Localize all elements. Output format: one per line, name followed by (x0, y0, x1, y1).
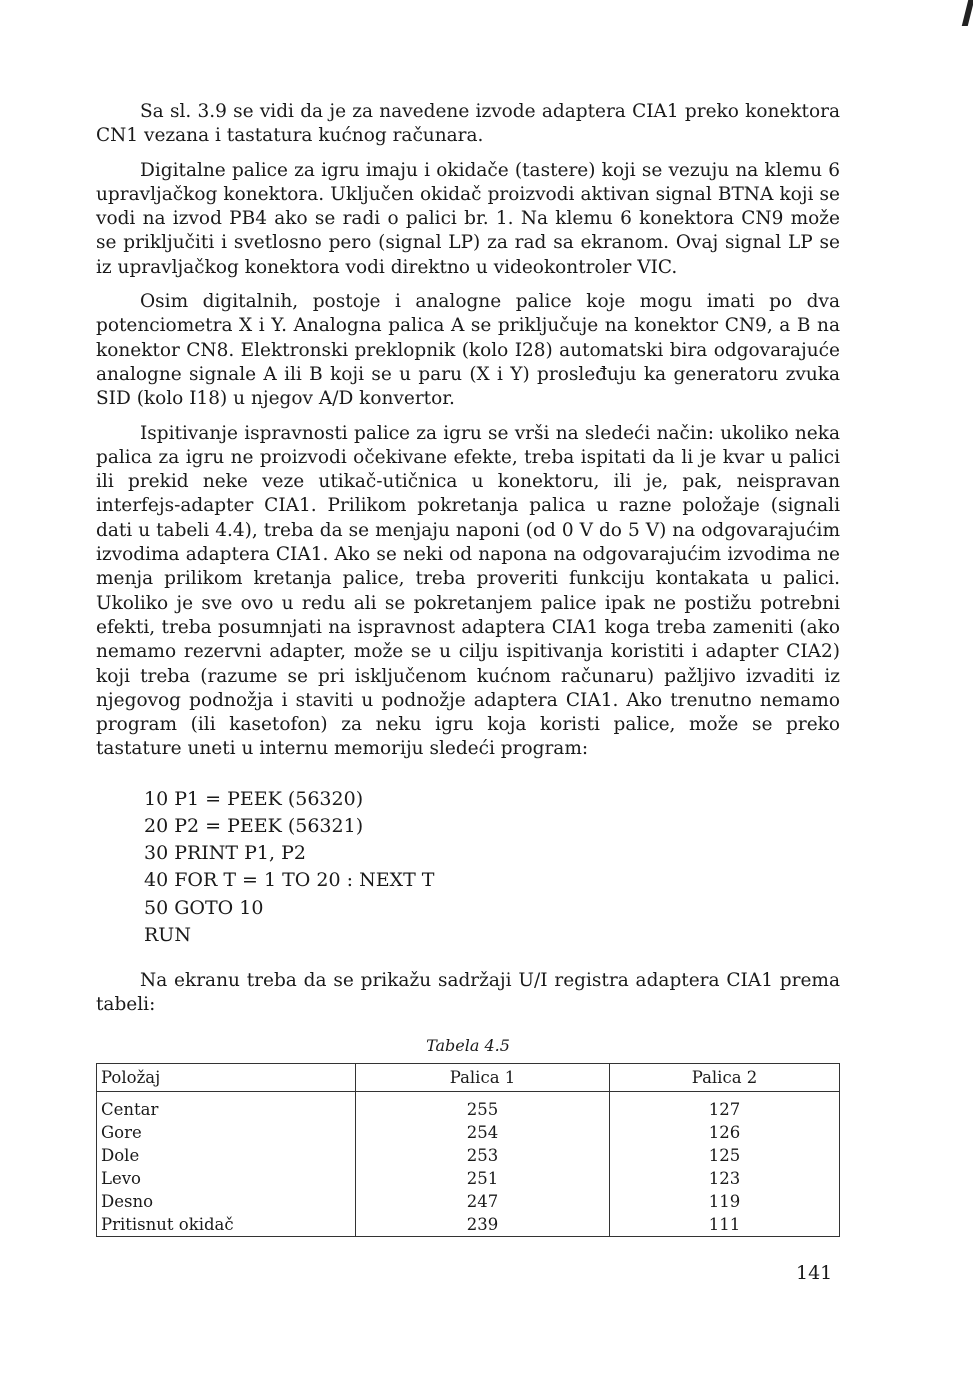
page-number: 141 (796, 1262, 833, 1284)
cell-palica-2: 126 (610, 1121, 840, 1144)
header-palica-1: Palica 1 (356, 1063, 610, 1091)
cell-polozaj: Levo (97, 1167, 356, 1190)
cell-palica-1: 255 (356, 1091, 610, 1121)
cell-polozaj: Centar (97, 1091, 356, 1121)
code-line: 40 FOR T = 1 TO 20 : NEXT T (144, 869, 435, 892)
code-line: 50 GOTO 10 (144, 896, 264, 919)
table-caption: Tabela 4.5 (426, 1035, 510, 1055)
table-row (97, 1213, 840, 1237)
paragraph-after-code: Na ekranu treba da se prikažu sadržaji U/I registra adaptera CIA1 prema tabeli: (96, 969, 840, 1016)
code-line: 10 P1 = PEEK (56320) (144, 787, 364, 810)
table-row (97, 1121, 840, 1144)
header-palica-2: Palica 2 (610, 1063, 840, 1091)
paragraph-4: Ispitivanje ispravnosti palice za igru se vrši na sledeći način: ukoliko neka palica za igru ne proizvodi očekivane efekte, treba ispitati da li je kvar u palici ili prekid neke veze utikač-utičnica u konektoru, ili je, pak, neispravan interfejs-adapter CIA1. Prilikom pokretanja palica u razne položaje (signali dati u tabeli 4.4), treba da se menjaju naponi (od 0 V do 5 V) na odgovarajućim izvodima adaptera CIA1. Ako se neki od napona na odgovarajućim izvodima ne menja prilikom kretanja palice, treba proveriti funkciju kontakata u palici. Ukoliko je sve ovo u redu ali se pokretanjem palice ipak ne postižu potrebni efekti, treba posumnjati na ispravnost adaptera CIA1 koga treba zameniti (ako nemamo rezervni adapter, može se u cilju ispitivanja koristiti i adapter CIA2) koji treba (razume se pri isključenom kućnom računaru) pažljivo izvaditi iz njegovog podnožja i staviti u podnožje adaptera CIA1. Ako trenutno nemamo program (ili kasetofon) za neku igru koja koristi palice, može se preko tastature uneti u internu memoriju sledeći program: (96, 422, 840, 760)
table-row (97, 1091, 840, 1121)
cell-palica-2: 127 (610, 1091, 840, 1121)
header-polozaj: Položaj (97, 1063, 356, 1091)
cell-polozaj: Gore (97, 1121, 356, 1144)
cell-palica-2: 119 (610, 1190, 840, 1213)
data-table (96, 1063, 840, 1237)
paragraph-1: Sa sl. 3.9 se vidi da je za navedene izvode adaptera CIA1 preko konektora CN1 vezana i tastatura kućnog računara. (96, 101, 840, 147)
table-row (97, 1167, 840, 1190)
table-header-row (97, 1063, 840, 1091)
cell-palica-2: 111 (610, 1213, 840, 1237)
code-line: 20 P2 = PEEK (56321) (144, 814, 364, 837)
code-line: 30 PRINT P1, P2 (144, 842, 306, 865)
cell-palica-1: 239 (356, 1213, 610, 1237)
cell-polozaj: Pritisnut okidač (97, 1213, 356, 1237)
basic-program (144, 786, 840, 949)
paragraph-3: Osim digitalnih, postoje i analogne palice koje mogu imati po dva potenciometra X i Y. Analogna palica A se priključuje na konektor CN9, a B na konektor CN8. Elektronski preklopnik (kolo I28) automatski bira odgovarajuće analogne signale A ili B koji se u paru (X i Y) prosleđuju ka generatoru zvuka SID (kolo I18) u njegov A/D konvertor. (96, 291, 840, 410)
cell-palica-1: 254 (356, 1121, 610, 1144)
cell-polozaj: Desno (97, 1190, 356, 1213)
code-line: RUN (144, 923, 191, 946)
table-row (97, 1190, 840, 1213)
cell-palica-2: 125 (610, 1144, 840, 1167)
cell-palica-1: 253 (356, 1144, 610, 1167)
table-row (97, 1144, 840, 1167)
cell-palica-2: 123 (610, 1167, 840, 1190)
paragraph-2: Digitalne palice za igru imaju i okidače (tastere) koji se vezuju na klemu 6 upravljačkog konektora. Uključen okidač proizvodi aktivan signal BTNA koji se vodi na izvod PB4 ako se radi o palici br. 1. Na klemu 6 konektora CN9 može se priključiti i svetlosno pero (signal LP) za rad sa ekranom. Ovaj signal LP se iz upravljačkog konektora vodi direktno u videokontroler VIC. (96, 159, 840, 278)
page-body (96, 100, 840, 1237)
cell-palica-1: 247 (356, 1190, 610, 1213)
cell-polozaj: Dole (97, 1144, 356, 1167)
scan-corner-mark (962, 0, 973, 26)
cell-palica-1: 251 (356, 1167, 610, 1190)
